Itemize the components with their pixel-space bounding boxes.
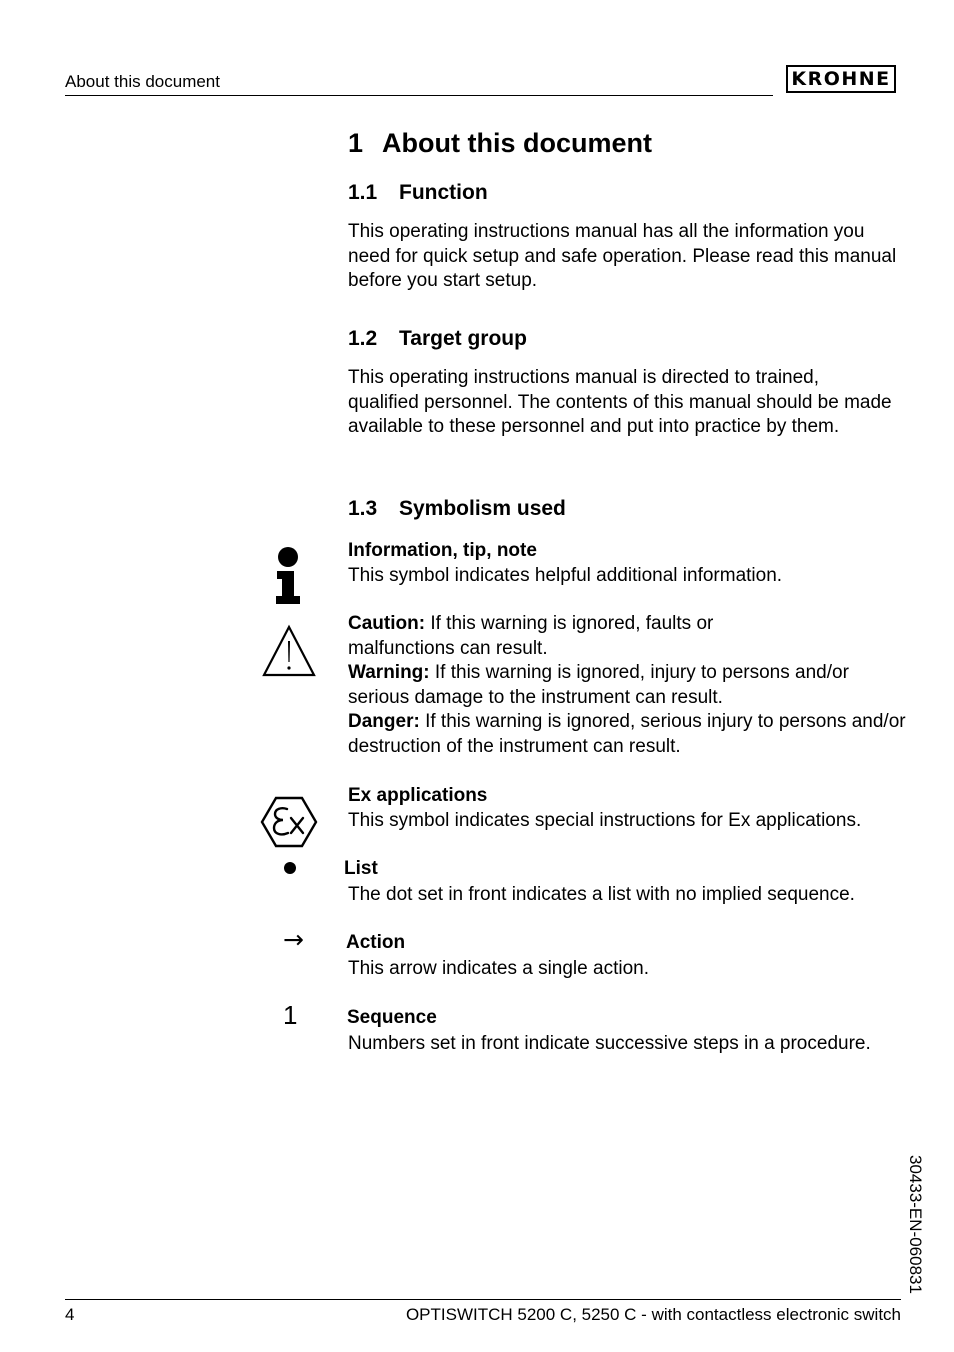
info-symbol-title: Information, tip, note — [348, 540, 537, 561]
sequence-symbol-title: Sequence — [347, 1007, 437, 1028]
danger-label: Danger: — [348, 711, 420, 732]
warning-triangle-icon — [261, 624, 317, 678]
logo-text: KROHNE — [791, 67, 891, 90]
action-symbol-text: This arrow indicates a single action. — [348, 958, 649, 979]
sequence-symbol-text: Numbers set in front indicate successive steps in a procedure. — [348, 1033, 871, 1054]
info-symbol-block — [348, 539, 908, 588]
section-heading-target-group — [348, 327, 527, 351]
section-heading-symbolism — [348, 497, 566, 521]
ex-hexagon-icon — [260, 795, 318, 849]
target-group-paragraph: This operating instructions manual is directed to trained, qualified personnel. The contents of this manual should be made available to these personnel and put into practice by them. — [348, 367, 892, 437]
section-number: 1.2 — [348, 327, 378, 350]
info-symbol-text: This symbol indicates helpful additional information. — [348, 564, 783, 586]
section-number: 1.3 — [348, 497, 378, 520]
page-number: 4 — [65, 1305, 75, 1324]
bullet-icon — [284, 862, 296, 874]
krohne-logo — [786, 65, 896, 93]
ex-symbol-title: Ex applications — [348, 785, 488, 806]
caution-text: If this warning is ignored, faults or malfunctions can result. — [348, 613, 714, 659]
chapter-number: 1 — [348, 128, 364, 158]
section-title: Target group — [399, 327, 527, 350]
action-symbol-title: Action — [346, 932, 406, 953]
arrow-right-icon: → — [283, 925, 304, 954]
header-rule — [65, 95, 773, 96]
footer-product-title: OPTISWITCH 5200 C, 5250 C - with contactless electronic switch — [405, 1305, 901, 1324]
caution-label: Caution: — [348, 613, 426, 634]
caution-item — [348, 612, 748, 661]
danger-text: If this warning is ignored, serious injury to persons and/or destruction of the instrument can result. — [348, 711, 906, 757]
section-number: 1.1 — [348, 181, 378, 204]
ex-symbol-block — [348, 784, 908, 833]
chapter-heading — [348, 128, 652, 159]
running-header: About this document — [65, 72, 220, 91]
list-symbol-title: List — [344, 858, 378, 879]
warning-levels-block — [348, 612, 908, 759]
warning-text: If this warning is ignored, injury to persons and/or serious damage to the instrument can result. — [348, 662, 849, 708]
warning-label: Warning: — [348, 662, 430, 683]
footer-rule — [65, 1299, 901, 1300]
section-heading-function — [348, 181, 488, 205]
chapter-title: About this document — [382, 128, 652, 158]
list-symbol-text: The dot set in front indicates a list with no implied sequence. — [348, 884, 855, 905]
ex-symbol-text: This symbol indicates special instructions for Ex applications. — [348, 809, 862, 831]
document-id: 30433-EN-060831 — [906, 1155, 925, 1294]
danger-item — [348, 710, 908, 759]
warning-item — [348, 661, 908, 710]
info-icon — [272, 546, 306, 606]
function-paragraph: This operating instructions manual has all the information you need for quick setup and safe operation. Please read this manual before you start setup. — [348, 221, 897, 291]
section-title: Function — [399, 181, 488, 204]
section-title: Symbolism used — [399, 497, 566, 520]
sequence-number: 1 — [283, 1000, 298, 1030]
